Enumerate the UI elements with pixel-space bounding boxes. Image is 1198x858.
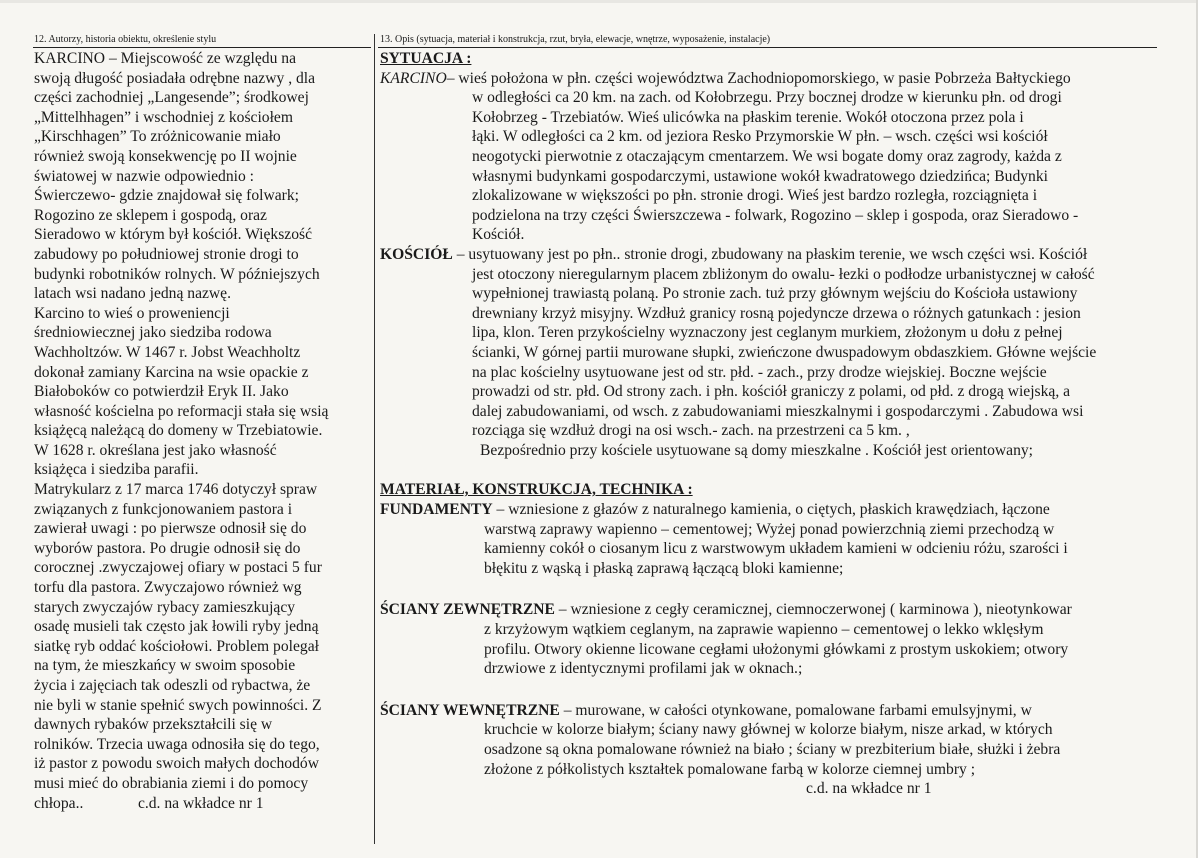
material-heading: MATERIAŁ, KONSTRUKCJA, TECHNIKA : bbox=[380, 481, 693, 499]
history-line: nie byli w stanie spełnić swych powinności. Z bbox=[34, 696, 322, 714]
kosciol-label: KOŚCIÓŁ bbox=[380, 245, 453, 263]
spacer bbox=[380, 460, 1160, 480]
history-line: chłopa.. c.d. na wkładce nr 1 bbox=[34, 794, 264, 812]
sciany-zew-line: profilu. Otwory okienne licowane cegłami ułożonymi główkami z prostym uskokiem; otwory bbox=[484, 640, 1069, 658]
kosciol-line: jest otoczony nieregularnym placem zbliżonym do owalu- łezki o podłodze urbanistycznej w całość bbox=[472, 265, 1095, 283]
fundamenty-label: FUNDAMENTY bbox=[380, 501, 493, 519]
karcino-line: wieś położona w płn. części województwa Zachodniopomorskiego, w pasie Pobrzeża Bałtyckiego bbox=[454, 69, 1071, 87]
kosciol-line: lipa, klon. Teren przykościelny wyznaczony jest ceglanym murkiem, złożonym u dołu z pełnej bbox=[472, 324, 1063, 342]
kosciol-line: prowadzi od str. płd. Od strony zach. i płn. kościół graniczy z polami, od płd. z drogą wiejską, a bbox=[472, 383, 1071, 401]
kosciol-line: Bezpośrednio przy kościele usytuowane są domy mieszkalne . Kościół jest orientowany; bbox=[480, 441, 1034, 459]
history-line: siatkę ryb oddać kościołowi. Problem polegał bbox=[34, 637, 319, 655]
history-line: rolników. Trzecia uwaga odnosiła się do tego, bbox=[34, 735, 320, 753]
history-line: części zachodniej „Langesende”; środkowej bbox=[34, 89, 309, 107]
fundamenty-paragraph bbox=[380, 500, 1160, 520]
page-edge-top bbox=[0, 0, 1198, 3]
history-line: Białoboków co potwierdził Eryk II. Jako bbox=[34, 383, 289, 401]
history-line: dokonał zamiany Karcina na wsie opackie z bbox=[34, 363, 309, 381]
fundamenty-line: – wzniesione z głazów z naturalnego kamienia, o ciętych, płaskich krawędziach, łączone bbox=[492, 501, 1050, 519]
sciany-wew-line: kruchcie w kolorze białym; ściany nawy głównej w kolorze białym, nisze arkad, w których bbox=[484, 721, 1053, 739]
history-line: corocznej .zwyczajowej ofiary w postaci 5 fur bbox=[34, 559, 322, 577]
history-line: książęcą należącą do domeny w Trzebiatowie. bbox=[34, 422, 323, 440]
history-line: dawnych rybaków przekształcili się w bbox=[34, 716, 273, 734]
history-line: W 1628 r. określana jest jako własność bbox=[34, 441, 277, 459]
history-line: książęca i siedziba parafii. bbox=[34, 461, 199, 479]
history-line: na tym, że mieszkańcy w swoim sposobie bbox=[34, 657, 296, 675]
column-divider bbox=[374, 34, 375, 844]
history-line: latach wsi nadano jedną nazwę. bbox=[34, 285, 232, 303]
history-line: „Kirschhagen” To zróżnicowanie miało bbox=[34, 128, 281, 146]
spacer bbox=[380, 578, 1160, 600]
history-line: swoją długość posiadała odrębne nazwy , dla bbox=[34, 69, 316, 87]
sciany-zew-line: drzwiowe z identycznymi profilami jak w oknach.; bbox=[484, 660, 803, 678]
kosciol-line: – usytuowany jest po płn.. stronie drogi, zbudowany na płaskim terenie, we wsch części wsi. Kościół bbox=[452, 245, 1088, 263]
kosciol-line: dalej zabudowaniami, od wsch. z zabudowaniami mieszkalnymi i gospodarczymi . Zabudowa wsi bbox=[472, 402, 1084, 420]
history-line: Wachholtzów. W 1467 r. Jobst Weachholtz bbox=[34, 343, 301, 361]
history-line: związanych z funkcjonowaniem pastora i bbox=[34, 500, 293, 518]
kosciol-line: na plac kościelny usytuowane jest od str. płd. - zach., przy drodze wiejskiej. Boczne wejście bbox=[472, 363, 1047, 381]
sciany-zew-paragraph bbox=[380, 600, 1160, 620]
section-header-12: 12. Autorzy, historia obiektu, określenie stylu bbox=[34, 34, 217, 45]
karcino-line: neogotycki pierwotnie z otaczającym cmentarzem. We wsi bogate domy oraz zagrody, każda z bbox=[472, 147, 1062, 165]
history-column bbox=[34, 49, 370, 813]
history-line: Rogozino ze sklepem i gospodą, oraz bbox=[34, 206, 267, 224]
sciany-zew-line: z krzyżowym wątkiem ceglanym, na zaprawie wapienno – cementowej o lekko wklęsłym bbox=[484, 621, 1044, 639]
karcino-label: KARCINO– bbox=[380, 69, 455, 87]
history-line: osadę musieli tak często jak łowili ryby jedną bbox=[34, 618, 319, 636]
sciany-wew-line: złożone z półkolistych kształtek pomalowane farbą w kolorze ciemnej umbry ; bbox=[484, 760, 976, 778]
description-column bbox=[380, 49, 1160, 799]
history-line: średniowiecznej jako siedziba rodowa bbox=[34, 324, 272, 342]
karcino-line: łąki. W odległości ca 2 km. od jeziora Resko Przymorskie W płn. – wsch. części wsi kościół bbox=[472, 128, 1048, 146]
header-divider-right bbox=[378, 47, 1157, 48]
karcino-line: Kościół. bbox=[472, 226, 525, 244]
karcino-line: zlokalizowane w większości po płn. stronie drogi. Wieś jest bardzo rozległa, rozciągnięta i bbox=[472, 187, 1038, 205]
karcino-line: Kołobrzeg - Trzebiatów. Wieś ulicówka na płaskim terenie. Wokół otoczona przez pola i bbox=[472, 108, 1024, 126]
header-divider-left bbox=[33, 47, 371, 48]
kosciol-line: ścianki, W górnej partii murowane słupki, zwieńczone dwuspadowym obdaszkiem. Główne wejście bbox=[472, 343, 1097, 361]
kosciol-line: drewniany krzyż misyjny. Wzdłuż granicy rosną pojedyncze drzewa o różnych gatunkach : jesion bbox=[472, 304, 1081, 322]
history-line: również swoją konsekwencję po II wojnie bbox=[34, 147, 297, 165]
sciany-wew-line: osadzone są okna pomalowane również na biało ; ściany w prezbiterium białe, służki i żebra bbox=[484, 741, 1061, 758]
fundamenty-line: błękitu z wąską i płaską zaprawą łączącą bloki kamienne; bbox=[484, 559, 844, 577]
history-line: wyborów pastora. Po drugie odnosił się do bbox=[34, 539, 301, 557]
karcino-line: własnymi budynkami gospodarczymi, ustawione wokół kwadratowego dziedzińca; Budynki bbox=[472, 167, 1048, 185]
sciany-zew-line: – wzniesione z cegły ceramicznej, ciemnoczerwonej ( karminowa ), nieotynkowar bbox=[554, 601, 1072, 619]
kosciol-line: rozciąga się wzdłuż drogi na osi wsch.- zach. na przestrzeni ca 5 km. , bbox=[472, 422, 910, 440]
history-line: własność kościelna po reformacji stała się wsią bbox=[34, 402, 329, 420]
karcino-line: w odległości ca 20 km. na zach. od Kołobrzegu. Przy bocznej drodze w kierunku płn. od drogi bbox=[472, 89, 1062, 107]
sciany-wew-label: ŚCIANY WEWNĘTRZNE bbox=[380, 701, 560, 719]
history-line: Karcino to wieś o prowenіencji bbox=[34, 304, 230, 322]
history-line: światowej w nazwie odpowiednio : bbox=[34, 167, 254, 185]
history-line: starych zwyczajów rybacy zamieszkujący bbox=[34, 598, 296, 616]
history-line: „Mittelhhagen” i wschodniej z kościołem bbox=[34, 108, 293, 126]
sciany-zew-label: ŚCIANY ZEWNĘTRZNE bbox=[380, 601, 555, 619]
history-line: iż pastor z powodu swoich małych dochodów bbox=[34, 755, 319, 773]
sytuacja-heading: SYTUACJA : bbox=[380, 50, 472, 67]
karcino-line: podzielona na trzy części Świerszczewa - folwark, Rogozino – sklep i gospoda, oraz Sieradowo - bbox=[472, 206, 1079, 224]
history-line: zawierał uwagi : po pierwsze odnosił się do bbox=[34, 520, 307, 538]
karcino-paragraph bbox=[380, 69, 1160, 89]
history-line: KARCINO – Miejscowość ze względu na bbox=[34, 50, 297, 67]
kosciol-paragraph bbox=[380, 245, 1160, 265]
history-line: życia i zajęciach tak odeszli od rybactwa, że bbox=[34, 677, 311, 694]
spacer bbox=[380, 679, 1160, 701]
history-line: torfu dla pastora. Zwyczajowo również wg bbox=[34, 579, 302, 597]
fundamenty-line: warstwą zaprawy wapienno – cementowej; Wyżej ponad powierzchnią ziemi przechodzą w bbox=[484, 520, 1055, 538]
sciany-wew-line: – murowane, w całości otynkowane, pomalowane farbami emulsyjnymi, w bbox=[559, 701, 1032, 719]
fundamenty-line: kamienny cokół o ciosanym licu z warstwowym układem kamieni w odcieniu różu, szarości i bbox=[484, 540, 1068, 558]
history-line: budynki robotników rolnych. W późniejszych bbox=[34, 265, 320, 283]
continuation-note: c.d. na wkładce nr 1 bbox=[806, 780, 932, 798]
kosciol-line: wypełnionej trawiastą polaną. Po stronie zach. tuż przy głównym wejściu do Kościoła ustawiony bbox=[472, 285, 1078, 303]
history-line: musi mieć do obrabiania ziemi i do pomocy bbox=[34, 774, 309, 792]
section-header-13: 13. Opis (sytuacja, materiał i konstrukcja, rzut, bryła, elewacje, wnętrze, wyposażenie, instalacje) bbox=[380, 34, 771, 45]
history-line: zabudowy po południowej stronie drogi to bbox=[34, 245, 299, 263]
history-line: Matrykularz z 17 marca 1746 dotyczył spraw bbox=[34, 481, 318, 499]
history-line: Sieradowo w którym był kościół. Większość bbox=[34, 226, 312, 244]
history-line: Świerczewo- gdzie znajdował się folwark; bbox=[34, 187, 299, 205]
sciany-wew-paragraph bbox=[380, 701, 1160, 721]
